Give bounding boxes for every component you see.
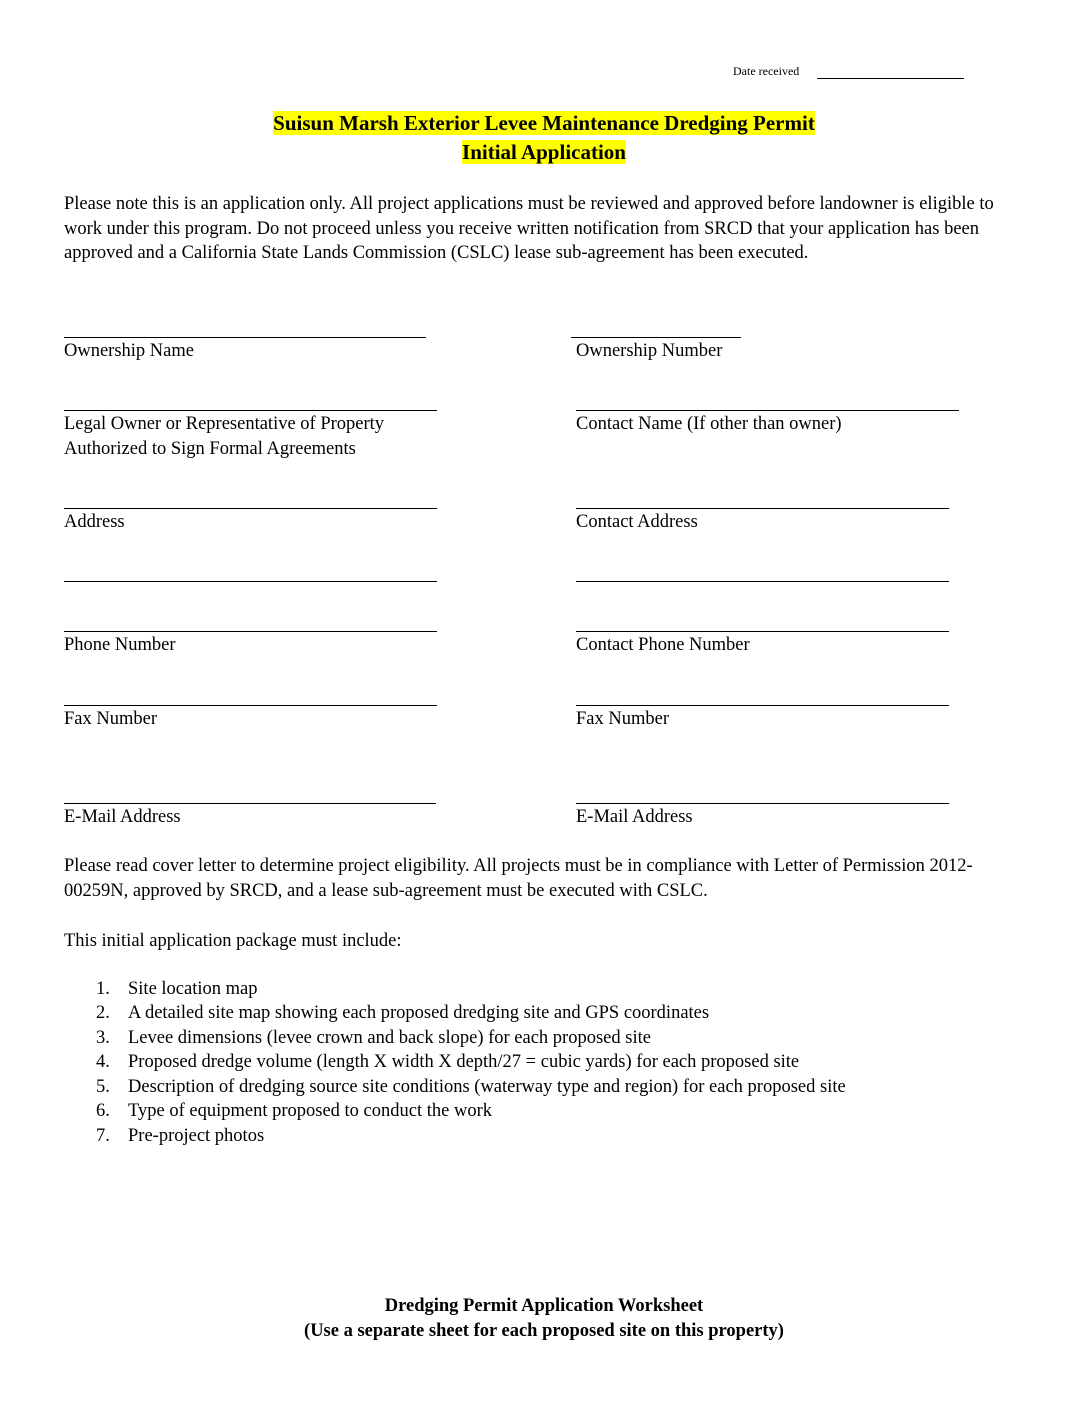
contact-address-field-line2[interactable] [576, 581, 949, 582]
list-item-text: Type of equipment proposed to conduct the work [128, 1101, 492, 1121]
list-item-text: Levee dimensions (levee crown and back slope) for each proposed site [128, 1028, 651, 1048]
list-item-number: 7. [96, 1126, 110, 1146]
phone-number-label: Phone Number [64, 635, 176, 655]
contact-email-label: E-Mail Address [576, 807, 693, 827]
ownership-number-label: Ownership Number [576, 341, 723, 361]
list-item-number: 5. [96, 1077, 110, 1097]
list-item-text: Proposed dredge volume (length X width X depth/27 = cubic yards) for each proposed site [128, 1052, 800, 1072]
contact-name-label: Contact Name (If other than owner) [576, 414, 842, 434]
email-field[interactable] [64, 803, 436, 804]
legal-owner-field[interactable] [64, 410, 437, 411]
list-item-text: Pre-project photos [128, 1126, 265, 1146]
worksheet-subtitle: (Use a separate sheet for each proposed site on this property) [304, 1321, 784, 1341]
list-item-number: 3. [96, 1028, 110, 1048]
ownership-name-label: Ownership Name [64, 341, 194, 361]
address-field-line2[interactable] [64, 581, 437, 582]
date-received-label: Date received [733, 64, 800, 78]
legal-owner-label-line2: Authorized to Sign Formal Agreements [64, 439, 356, 459]
address-label: Address [64, 512, 125, 532]
ownership-name-field[interactable] [64, 337, 426, 338]
list-item-text: Description of dredging source site conditions (waterway type and region) for each proposed site [128, 1077, 846, 1097]
list-item-text: Site location map [128, 979, 258, 999]
list-item-number: 2. [96, 1003, 110, 1023]
eligibility-note: Please read cover letter to determine project eligibility. All projects must be in compliance with Letter of Permission 2012-00259N, approved by SRCD, and a lease sub-agreement must be executed with CSLC. [64, 856, 973, 901]
address-field[interactable] [64, 508, 437, 509]
list-item-text: A detailed site map showing each proposed dredging site and GPS coordinates [128, 1003, 710, 1023]
contact-phone-number-field[interactable] [576, 631, 949, 632]
intro-paragraph: Please note this is an application only. All project applications must be reviewed and approved before landowner is eligible to work under this program. Do not proceed unless you receive written notification from SRCD that your application has been approved and a California State Lands Commission (CSLC) lease sub-agreement has been executed. [64, 194, 994, 263]
contact-address-label: Contact Address [576, 512, 698, 532]
contact-phone-number-label: Contact Phone Number [576, 635, 750, 655]
contact-fax-number-field[interactable] [576, 705, 949, 706]
package-intro: This initial application package must include: [64, 931, 402, 951]
email-label: E-Mail Address [64, 807, 181, 827]
worksheet-title: Dredging Permit Application Worksheet [384, 1296, 704, 1316]
list-item-number: 6. [96, 1101, 110, 1121]
contact-email-field[interactable] [576, 803, 949, 804]
phone-number-field[interactable] [64, 631, 437, 632]
document-title: Suisun Marsh Exterior Levee Maintenance Dredging Permit [273, 111, 815, 135]
contact-fax-number-label: Fax Number [576, 709, 669, 729]
list-item-number: 4. [96, 1052, 110, 1072]
list-item-number: 1. [96, 979, 110, 999]
ownership-number-field[interactable] [571, 337, 741, 338]
contact-address-field[interactable] [576, 508, 949, 509]
fax-number-label: Fax Number [64, 709, 157, 729]
document-subtitle: Initial Application [462, 140, 626, 164]
contact-name-field[interactable] [576, 410, 959, 411]
legal-owner-label-line1: Legal Owner or Representative of Property [64, 414, 385, 434]
fax-number-field[interactable] [64, 705, 437, 706]
date-received-field[interactable] [817, 78, 964, 79]
